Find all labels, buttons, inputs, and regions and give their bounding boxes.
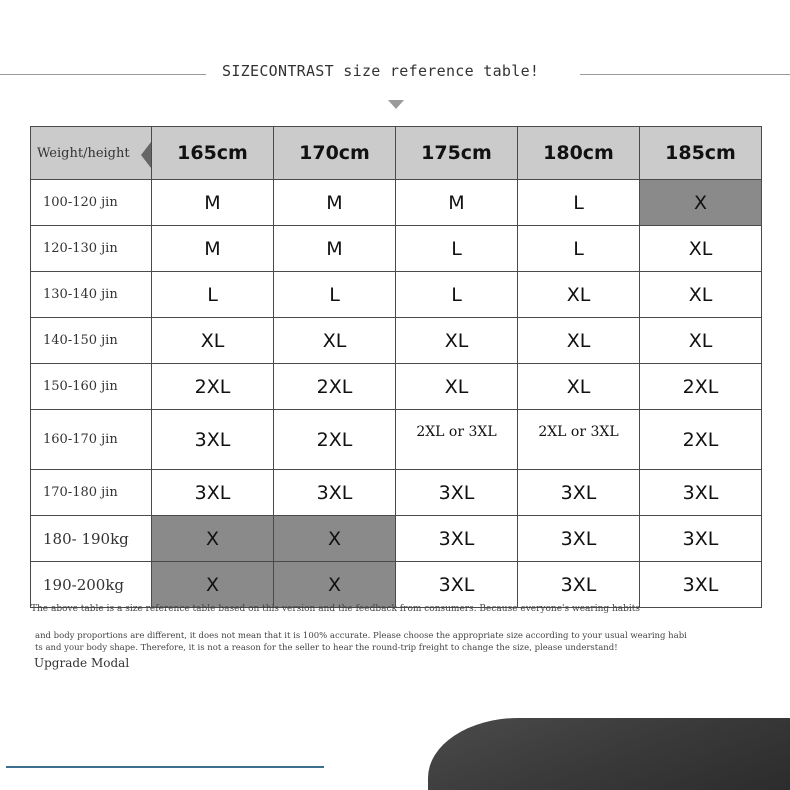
size-cell: XL	[274, 318, 396, 364]
height-header: 175cm	[396, 127, 518, 180]
size-cell: 3XL	[518, 562, 640, 608]
size-cell: XL	[640, 272, 762, 318]
upgrade-label: Upgrade Modal	[34, 656, 130, 670]
size-cell: M	[152, 180, 274, 226]
size-cell: 2XL	[152, 364, 274, 410]
down-arrow-icon	[388, 100, 404, 109]
size-cell: 3XL	[274, 470, 396, 516]
size-cell: 3XL	[518, 470, 640, 516]
table-row	[31, 410, 762, 470]
weight-label: 190-200kg	[31, 562, 152, 608]
weight-label: 160-170 jin	[31, 410, 152, 470]
table-row	[31, 226, 762, 272]
size-cell: M	[396, 180, 518, 226]
size-cell: 3XL	[396, 516, 518, 562]
size-cell: L	[274, 272, 396, 318]
size-cell: XL	[518, 272, 640, 318]
fabric-photo	[428, 718, 790, 790]
size-cell: 3XL	[396, 562, 518, 608]
size-cell: 2XL	[640, 410, 762, 470]
size-cell-unavailable: X	[640, 180, 762, 226]
size-cell: 3XL	[396, 470, 518, 516]
size-cell: XL	[152, 318, 274, 364]
weight-label: 100-120 jin	[31, 180, 152, 226]
size-cell: L	[152, 272, 274, 318]
weight-label: 170-180 jin	[31, 470, 152, 516]
size-cell-unavailable: X	[274, 562, 396, 608]
table-row	[31, 562, 762, 608]
size-cell: M	[274, 180, 396, 226]
table-row	[31, 180, 762, 226]
corner-label: Weight/height	[37, 145, 130, 161]
size-cell: L	[396, 226, 518, 272]
size-cell: XL	[396, 318, 518, 364]
height-header: 185cm	[640, 127, 762, 180]
height-header: 170cm	[274, 127, 396, 180]
size-cell: 3XL	[640, 470, 762, 516]
size-cell-unavailable: X	[152, 516, 274, 562]
disclaimer-line-2: and body proportions are different, it does not mean that it is 100% accurate. Please choose the appropriate size according to your usual wearing habi	[35, 631, 687, 641]
size-table-container	[30, 126, 761, 596]
table-row	[31, 470, 762, 516]
size-table	[30, 126, 762, 608]
header-row	[31, 127, 762, 180]
height-header: 180cm	[518, 127, 640, 180]
size-cell: 3XL	[640, 562, 762, 608]
weight-label: 120-130 jin	[31, 226, 152, 272]
height-header: 165cm	[152, 127, 274, 180]
table-row	[31, 516, 762, 562]
size-cell: M	[274, 226, 396, 272]
page-title: SIZECONTRAST size reference table!	[222, 62, 540, 80]
size-cell: 2XL	[640, 364, 762, 410]
weight-label: 130-140 jin	[31, 272, 152, 318]
size-cell: L	[518, 180, 640, 226]
size-cell: XL	[640, 318, 762, 364]
size-cell: XL	[518, 364, 640, 410]
disclaimer-line-3: ts and your body shape. Therefore, it is not a reason for the seller to hear the round-trip freight to change the size, please understand!	[35, 643, 618, 653]
size-cell: 3XL	[152, 470, 274, 516]
size-cell: 2XL or 3XL	[518, 410, 640, 470]
size-cell: XL	[640, 226, 762, 272]
size-cell: 2XL or 3XL	[396, 410, 518, 470]
decorative-blue-line	[6, 766, 324, 768]
size-cell: XL	[518, 318, 640, 364]
weight-label: 180- 190kg	[31, 516, 152, 562]
size-cell: XL	[396, 364, 518, 410]
size-cell: L	[396, 272, 518, 318]
corner-header	[31, 127, 152, 180]
size-cell: 2XL	[274, 364, 396, 410]
size-cell: 2XL	[274, 410, 396, 470]
weight-label: 140-150 jin	[31, 318, 152, 364]
table-row	[31, 318, 762, 364]
title-divider-left	[0, 74, 206, 75]
weight-label: 150-160 jin	[31, 364, 152, 410]
size-cell-unavailable: X	[152, 562, 274, 608]
corner-arrow-icon	[141, 142, 151, 168]
table-row	[31, 272, 762, 318]
title-divider-right	[580, 74, 790, 75]
size-cell: 3XL	[518, 516, 640, 562]
size-cell: 3XL	[152, 410, 274, 470]
size-cell-unavailable: X	[274, 516, 396, 562]
table-row	[31, 364, 762, 410]
size-cell: 3XL	[640, 516, 762, 562]
size-cell: L	[518, 226, 640, 272]
size-cell: M	[152, 226, 274, 272]
disclaimer-line-1: The above table is a size reference table based on this version and the feedback from consumers. Because everyone's wearing habits	[31, 604, 641, 614]
